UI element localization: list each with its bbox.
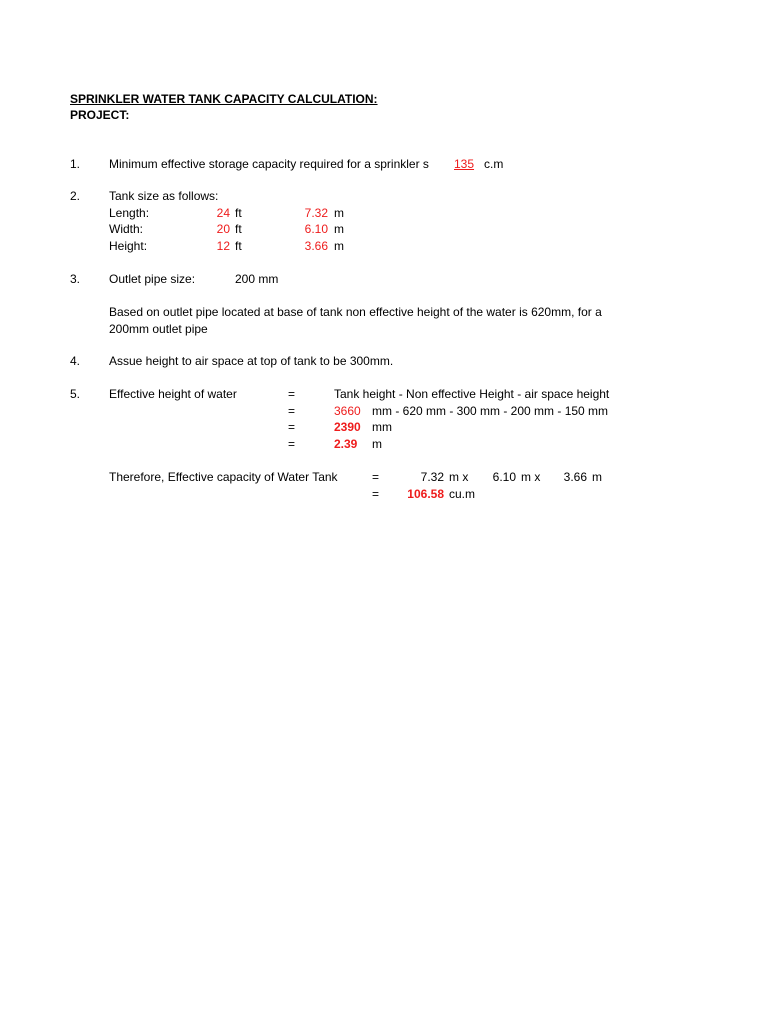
equals-sign: =	[288, 404, 296, 418]
capacity-result-value: 106.58	[407, 487, 444, 501]
tank-height-mm-value: 3660	[334, 404, 361, 418]
length-label: Length:	[109, 206, 150, 220]
tank-size-heading: Tank size as follows:	[109, 189, 219, 203]
item-number-5: 5.	[70, 387, 81, 401]
length-ft-value: 24	[216, 206, 230, 220]
outlet-pipe-label: Outlet pipe size:	[109, 272, 196, 286]
equals-sign: =	[288, 437, 296, 451]
equals-sign: =	[288, 387, 296, 401]
width-m-unit: m	[334, 222, 344, 236]
item-number-4: 4.	[70, 354, 81, 368]
effective-height-m-unit: m	[372, 437, 382, 451]
capacity-label: Therefore, Effective capacity of Water Tank	[109, 470, 338, 484]
air-space-text: Assue height to air space at top of tank to be 300mm.	[109, 354, 394, 368]
document-title: SPRINKLER WATER TANK CAPACITY CALCULATION:	[70, 92, 378, 106]
equals-sign: =	[372, 487, 380, 501]
item-number-2: 2.	[70, 189, 81, 203]
capacity-height-value: 3.66	[563, 470, 587, 484]
height-label: Height:	[109, 239, 148, 253]
equals-sign: =	[372, 470, 380, 484]
height-m-value: 3.66	[304, 239, 328, 253]
item-number-3: 3.	[70, 272, 81, 286]
height-ft-value: 12	[216, 239, 230, 253]
outlet-note-line1: Based on outlet pipe located at base of tank non effective height of the water is 620mm, for a	[109, 305, 602, 319]
outlet-note-line2: 200mm outlet pipe	[109, 322, 208, 336]
height-ft-unit: ft	[235, 239, 242, 253]
outlet-pipe-value: 200 mm	[235, 272, 279, 286]
effective-height-label: Effective height of water	[109, 387, 237, 401]
subtraction-terms: mm - 620 mm - 300 mm - 200 mm - 150 mm	[372, 404, 609, 418]
capacity-width-value: 6.10	[492, 470, 516, 484]
required-capacity-value: 135	[454, 157, 475, 171]
capacity-length-unit: m x	[449, 470, 469, 484]
width-m-value: 6.10	[304, 222, 328, 236]
width-label: Width:	[109, 222, 144, 236]
length-m-value: 7.32	[304, 206, 328, 220]
height-m-unit: m	[334, 239, 344, 253]
length-ft-unit: ft	[235, 206, 242, 220]
width-ft-unit: ft	[235, 222, 242, 236]
required-capacity-unit: c.m	[484, 157, 504, 171]
item1-text: Minimum effective storage capacity required for a sprinkler s	[109, 157, 429, 171]
capacity-width-unit: m x	[521, 470, 541, 484]
effective-height-mm-value: 2390	[334, 420, 361, 434]
capacity-length-value: 7.32	[420, 470, 444, 484]
equals-sign: =	[288, 420, 296, 434]
capacity-result-unit: cu.m	[449, 487, 476, 501]
effective-height-mm-unit: mm	[372, 420, 392, 434]
effective-height-formula: Tank height - Non effective Height - air space height	[334, 387, 610, 401]
effective-height-m-value: 2.39	[334, 437, 358, 451]
capacity-height-unit: m	[592, 470, 602, 484]
length-m-unit: m	[334, 206, 344, 220]
width-ft-value: 20	[216, 222, 230, 236]
item-number-1: 1.	[70, 157, 81, 171]
project-label: PROJECT:	[70, 108, 130, 122]
